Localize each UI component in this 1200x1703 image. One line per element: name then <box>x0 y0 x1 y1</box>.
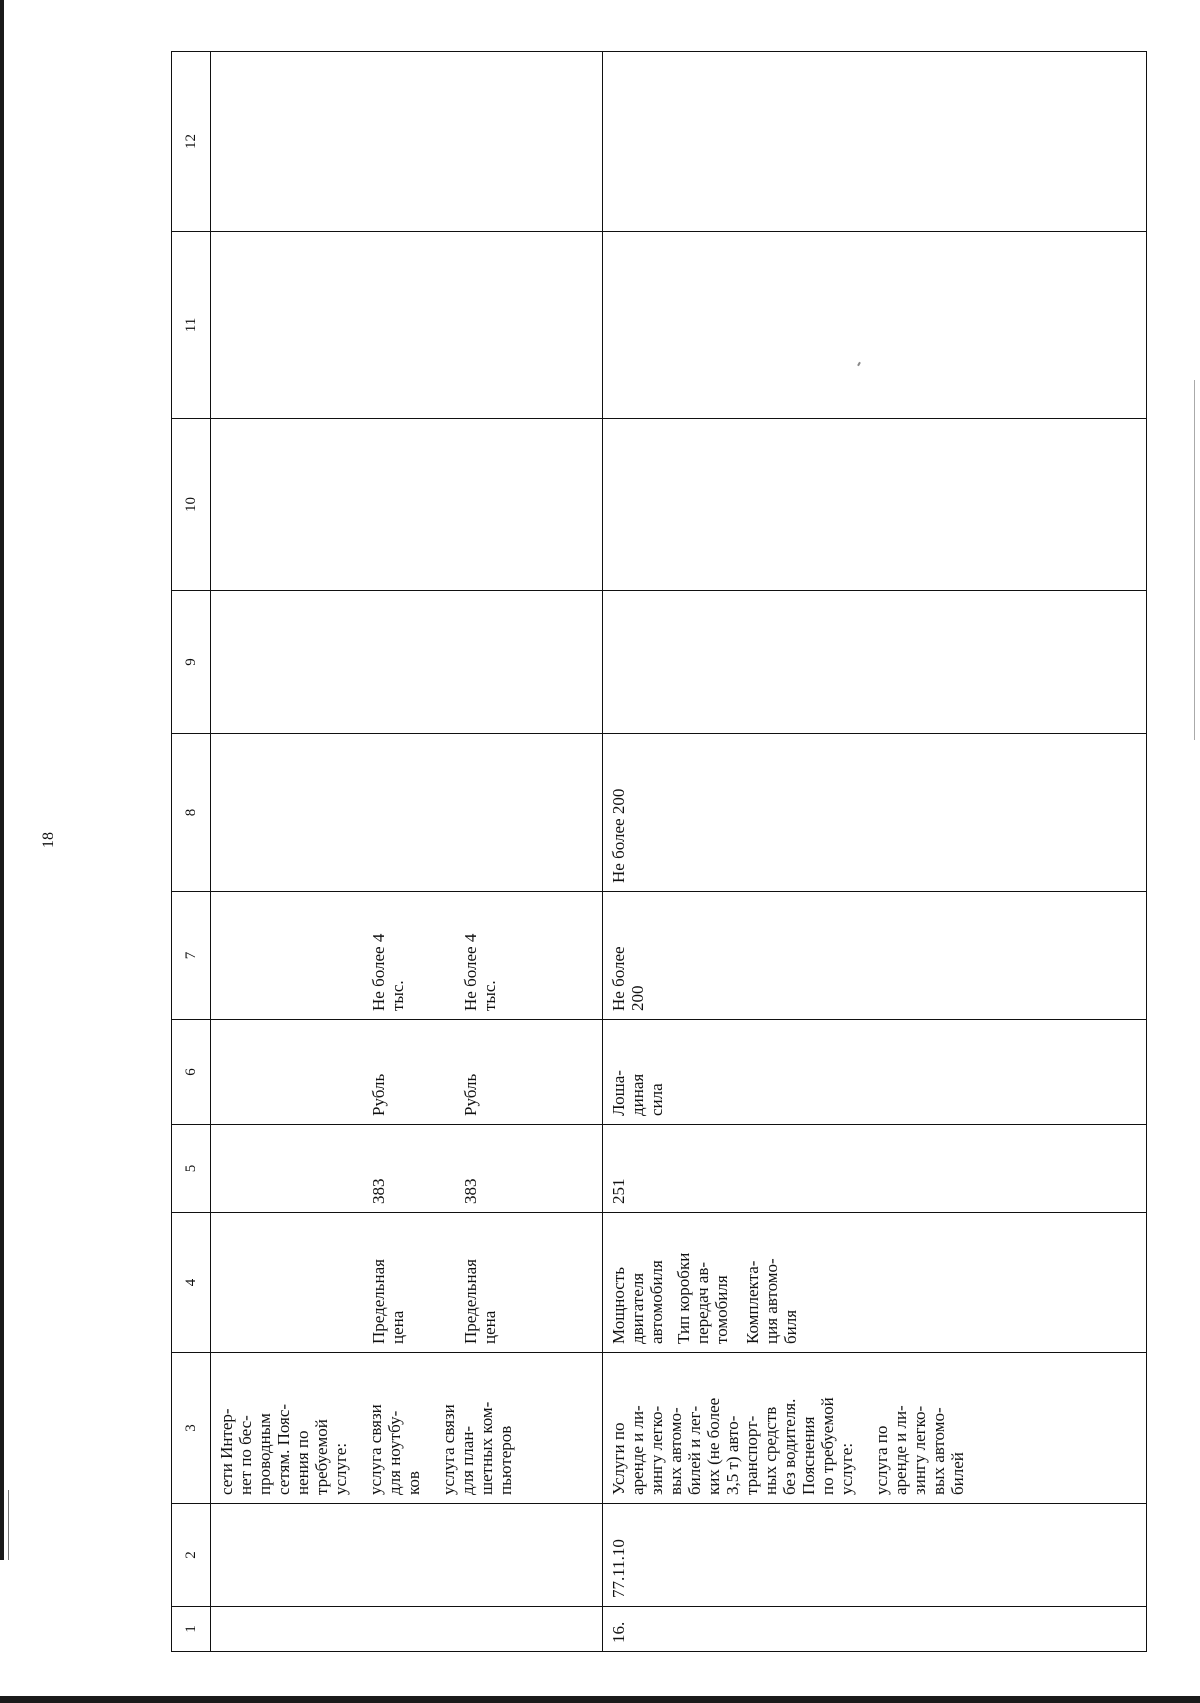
value-cell <box>211 591 603 734</box>
service-text: услуга связи для план- шетных ком- пьютеров <box>439 1401 515 1495</box>
value-text <box>217 900 353 1011</box>
column-header: 4 <box>172 1213 211 1353</box>
value-text: Не более 4 тыс. <box>369 933 407 1011</box>
column-header: 6 <box>172 1020 211 1125</box>
characteristic-text: Предельная цена <box>461 1259 499 1344</box>
value-cell: Не более 200 <box>603 892 1147 1020</box>
row-number-cell: 16. <box>603 1607 1147 1652</box>
value-cell <box>211 232 603 419</box>
unit-code-text: 383 <box>369 1178 388 1204</box>
characteristic-text: Предельная цена <box>369 1259 407 1344</box>
service-description-cell <box>603 1353 1147 1504</box>
column-header: 5 <box>172 1125 211 1213</box>
unit-code-cell <box>211 1125 603 1213</box>
column-header: 8 <box>172 734 211 892</box>
service-text: услуга связи для ноутбу- ков <box>366 1404 423 1495</box>
value-cell <box>603 52 1147 232</box>
column-header: 3 <box>172 1353 211 1504</box>
service-text: Услуги по аренде и ли- зингу легко- вых автомо- билей и лег- ких (не более 3,5 т) авто- транспорт- ных средств без водителя. Пояснения по требуемой услуге: <box>609 1397 856 1495</box>
characteristic-text: Мощность двигателя автомобиля <box>609 1260 666 1344</box>
table-row <box>211 52 603 1652</box>
characteristic-cell <box>603 1213 1147 1353</box>
service-text: услуга по аренде и ли- зингу легко- вых автомо- билей <box>872 1405 967 1495</box>
value-cell: Не более 200 <box>603 734 1147 892</box>
value-cell <box>211 419 603 591</box>
service-text: сети Интер- нет по бес- проводным сетям. Пояс- нения по требуемой услуге: <box>217 1403 350 1495</box>
unit-code-text <box>217 1133 353 1204</box>
value-cell <box>211 52 603 232</box>
unit-name-text: Рубль <box>461 1073 480 1116</box>
page-number: 18 <box>40 832 57 848</box>
column-header: 1 <box>172 1607 211 1652</box>
unit-name-cell: Лоша- диная сила <box>603 1020 1147 1125</box>
value-cell <box>211 892 603 1020</box>
column-header: 7 <box>172 892 211 1020</box>
column-header: 2 <box>172 1504 211 1607</box>
value-cell <box>603 419 1147 591</box>
code-cell <box>211 1504 603 1607</box>
value-cell <box>603 591 1147 734</box>
table-row <box>603 52 1147 1652</box>
unit-name-text <box>217 1028 353 1116</box>
value-text: Не более 4 тыс. <box>461 933 499 1011</box>
characteristic-text <box>217 1221 353 1344</box>
unit-name-text: Рубль <box>369 1073 388 1116</box>
unit-name-cell <box>211 1020 603 1125</box>
characteristic-cell <box>211 1213 603 1353</box>
characteristic-text: Тип коробки передач ав- томобиля <box>674 1252 731 1344</box>
code-cell: 77.11.10 <box>603 1504 1147 1607</box>
header-row <box>172 52 211 1652</box>
column-header: 10 <box>172 419 211 591</box>
column-header: 12 <box>172 52 211 232</box>
data-table <box>171 51 1147 1652</box>
value-cell <box>603 232 1147 419</box>
value-cell <box>211 734 603 892</box>
column-header: 9 <box>172 591 211 734</box>
unit-code-text: 383 <box>461 1178 480 1204</box>
column-header: 11 <box>172 232 211 419</box>
unit-code-cell: 251 <box>603 1125 1147 1213</box>
characteristic-text: Комплекта- ция автомо- биля <box>743 1258 800 1344</box>
service-description-cell <box>211 1353 603 1504</box>
row-number-cell <box>211 1607 603 1652</box>
